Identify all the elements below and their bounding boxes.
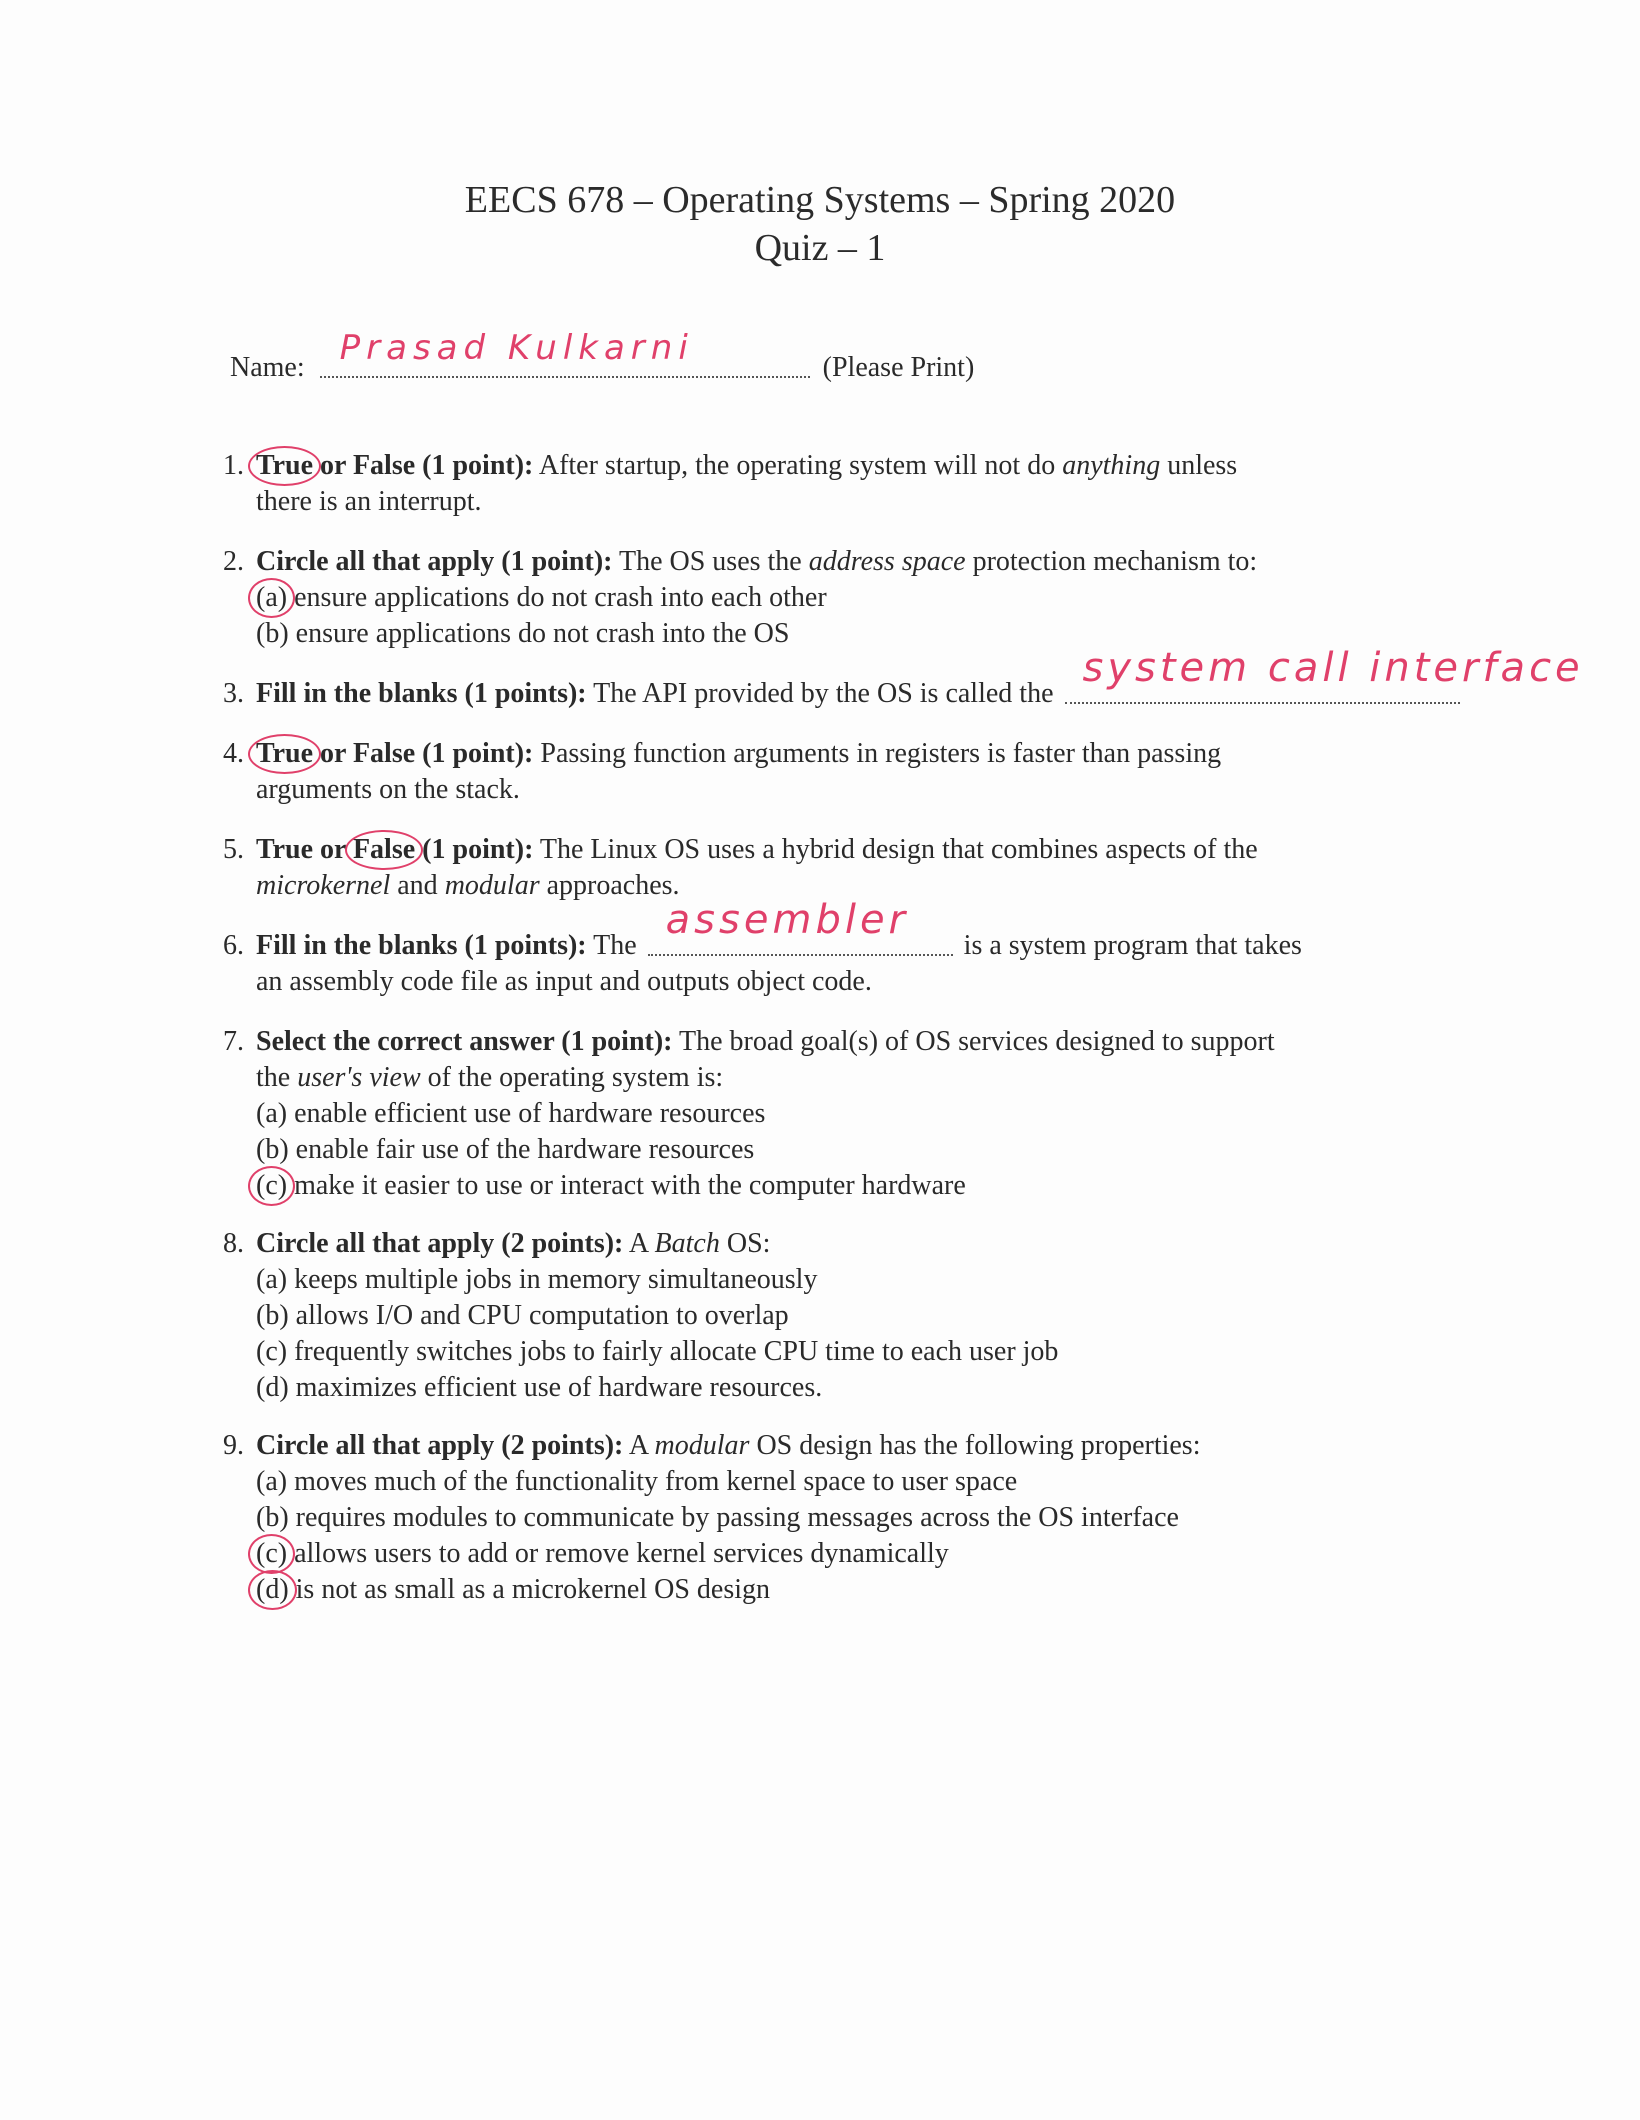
question-text: arguments on the stack. [256,774,520,805]
quiz-title: Quiz – 1 [754,227,886,269]
option-text: is not as small as a microkernel OS design [288,1574,771,1605]
question-text: A [623,1228,655,1259]
option-a[interactable]: (a) keeps multiple jobs in memory simultaneously [256,1264,818,1295]
emphasis: address space [808,546,966,577]
question-text: of the operating system is: [420,1062,724,1093]
option-text: allows users to add or remove kernel services dynamically [287,1538,949,1569]
option-label-circled: (a) [256,580,287,616]
question-text: The [586,930,644,961]
emphasis: user's view [297,1062,421,1093]
question-lead: Fill in the blanks (1 points): [256,930,587,961]
option-a[interactable]: (a) moves much of the functionality from kernel space to user space [256,1466,1018,1497]
question-lead: Circle all that apply (2 points): [256,1228,624,1259]
question-text: approaches. [539,870,680,901]
question-text: OS: [719,1228,771,1259]
question-lead: (1 point): [415,834,534,865]
option-a[interactable] [256,580,1442,616]
question-text: there is an interrupt. [256,486,482,517]
question-number: 6. [223,930,244,961]
emphasis: modular [654,1430,750,1461]
name-row [230,328,975,384]
name-field[interactable] [320,328,810,378]
question-number: 5. [223,834,244,865]
option-c[interactable]: (c) frequently switches jobs to fairly allocate CPU time to each user job [256,1336,1059,1367]
please-print-note: (Please Print) [822,352,975,383]
option-d[interactable]: (d) maximizes efficient use of hardware resources. [256,1372,823,1403]
question-text: The Linux OS uses a hybrid design that combines aspects of the [533,834,1258,865]
option-b[interactable]: (b) ensure applications do not crash into the OS [256,618,790,649]
question-text: the [256,1062,298,1093]
question-number: 7. [223,1026,244,1057]
question-text: The broad goal(s) of OS services designed to support [672,1026,1275,1057]
question-lead: Circle all that apply (2 points): [256,1430,624,1461]
question-text: A [623,1430,655,1461]
question-lead: or False (1 point): [313,450,534,481]
emphasis: anything [1062,450,1161,481]
option-c[interactable] [256,1168,1442,1204]
question-number: 2. [223,546,244,577]
question-text: protection mechanism to: [965,546,1258,577]
answer-true-circled[interactable]: True [256,448,313,484]
handwritten-answer: system call interface [1082,645,1584,691]
emphasis: modular [444,870,540,901]
question-number: 9. [223,1430,244,1461]
course-title: EECS 678 – Operating Systems – Spring 2020 [464,179,1176,221]
option-c[interactable] [256,1536,1442,1572]
option-label-circled: (d) [256,1572,289,1608]
option-text: make it easier to use or interact with the computer hardware [287,1170,966,1201]
question-text: OS design has the following properties: [749,1430,1201,1461]
blank-answer-field[interactable] [1065,645,1584,704]
blank-answer-field[interactable] [648,897,953,956]
question-number: 8. [223,1228,244,1259]
question-text: Passing function arguments in registers is faster than passing [533,738,1222,769]
question-text: The OS uses the [612,546,809,577]
name-label: Name: [230,352,305,383]
option-b[interactable]: (b) requires modules to communicate by passing messages across the OS interface [256,1502,1179,1533]
question-number: 4. [223,738,244,769]
question-number: 1. [223,450,244,481]
emphasis: microkernel [256,870,391,901]
question-lead: Circle all that apply (1 point): [256,546,613,577]
option-label-circled: (c) [256,1536,287,1572]
question-lead: Select the correct answer (1 point): [256,1026,673,1057]
question-lead: or False (1 point): [313,738,534,769]
option-b[interactable]: (b) enable fair use of the hardware resources [256,1134,755,1165]
answer-true-circled[interactable]: True [256,736,313,772]
answer-false-circled[interactable]: False [353,832,415,868]
option-d[interactable] [256,1572,1442,1608]
question-lead: True or [256,834,353,865]
question-text: is a system program that takes [956,930,1302,961]
option-b[interactable]: (b) allows I/O and CPU computation to overlap [256,1300,789,1331]
question-lead: Fill in the blanks (1 points): [256,678,587,709]
emphasis: Batch [654,1228,720,1259]
handwritten-name: Prasad Kulkarni [339,328,694,368]
question-text: After startup, the operating system will not do [533,450,1063,481]
question-text: and [390,870,445,901]
question-number: 3. [223,678,244,709]
question-text: unless [1160,450,1238,481]
option-a[interactable]: (a) enable efficient use of hardware resources [256,1098,766,1129]
question-text: an assembly code file as input and outputs object code. [256,966,872,997]
option-text: ensure applications do not crash into each other [287,582,827,613]
question-text: The API provided by the OS is called the [586,678,1061,709]
option-label-circled: (c) [256,1168,287,1204]
handwritten-answer: assembler [665,897,909,943]
